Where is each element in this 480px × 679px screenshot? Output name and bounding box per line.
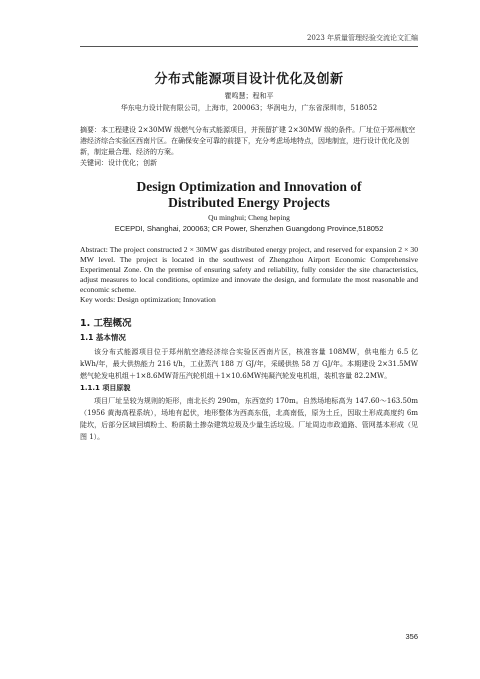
body-paragraph: 项目厂址呈较为规则的矩形，南北长约 290m，东西宽约 170m。自然场地标高为 147.60～163.50m（1956 黄海高程系统），场地有起伏，地形整体为西高东低，北高南低，原为土丘，因取土形成高度约 6m 陡坎，后部分区域回填粉土、粉质黏土掺杂建筑垃圾及少量生活垃圾。厂址周边市政道路、管网基本形成（见图 1）。 bbox=[80, 397, 418, 441]
content bbox=[80, 68, 418, 443]
cn-affiliation: 华东电力设计院有限公司，上海市，200063；华润电力，广东省深圳市，518052 bbox=[120, 104, 378, 112]
cn-abstract-block bbox=[80, 125, 418, 169]
en-title-line2: Distributed Energy Projects bbox=[168, 195, 330, 210]
body-paragraph: 该分布式能源项目位于郑州航空港经济综合实验区西南片区，核准容量 108MW，供电能力 6.5 亿 kWh/年，最大供热能力 216 t/h，工业蒸汽 188 万 GJ/年，采暖供热 58 万 GJ/年。本期建设 2×31.5MW燃气轮发电机组＋1×8.6MW背压汽轮机组＋1×10.6MW纯凝汽轮发电机组，装机容量 82.2MW。 bbox=[80, 348, 418, 380]
en-title bbox=[80, 179, 418, 211]
section-heading-1-1: 1.1 基本情况 bbox=[80, 333, 126, 342]
cn-title: 分布式能源项目设计优化及创新 bbox=[154, 72, 344, 87]
en-title-line1: Design Optimization and Innovation of bbox=[136, 179, 362, 194]
header-rule bbox=[80, 46, 418, 47]
en-affiliation: ECEPDI, Shanghai, 200063; CR Power, Shenzhen Guangdong Province,518052 bbox=[114, 224, 384, 233]
page-number: 356 bbox=[405, 632, 418, 641]
section-heading-1-1-1: 1.1.1 项目原貌 bbox=[80, 384, 131, 392]
section-heading-1: 1. 工程概况 bbox=[80, 318, 132, 329]
en-abstract-block bbox=[80, 245, 418, 305]
cn-authors: 瞿鸣慧；程和平 bbox=[224, 92, 274, 100]
cn-keywords: 关键词：设计优化；创新 bbox=[80, 159, 157, 167]
en-authors: Qu minghui; Cheng heping bbox=[208, 213, 290, 222]
en-keywords: Key words: Design optimization; Innovation bbox=[80, 295, 216, 304]
en-abstract: Abstract: The project constructed 2 × 30MW gas distributed energy project, and reserved for expansion 2 × 30 MW level. The project is located in the southwest of Zhengzhou Airport Economic Comprehensive Experimental Zone. On the premise of ensuring safety and reliability, fully consider the site characteristics, adjust measures to local conditions, optimize and innovate the design, and formulate the most reasonable and economic scheme. bbox=[80, 245, 418, 294]
cn-abstract: 摘要：本工程建设 2×30MW 级燃气分布式能源项目，并预留扩建 2×30MW 级的条件。厂址位于郑州航空港经济综合实验区西南片区。在确保安全可靠的前提下，充分考虑场地特点，因地制宜，进行设计优化及创新，制定最合理、经济的方案。 bbox=[80, 126, 416, 156]
running-header: 2023 年质量管理经验交流论文汇编 bbox=[306, 34, 418, 42]
